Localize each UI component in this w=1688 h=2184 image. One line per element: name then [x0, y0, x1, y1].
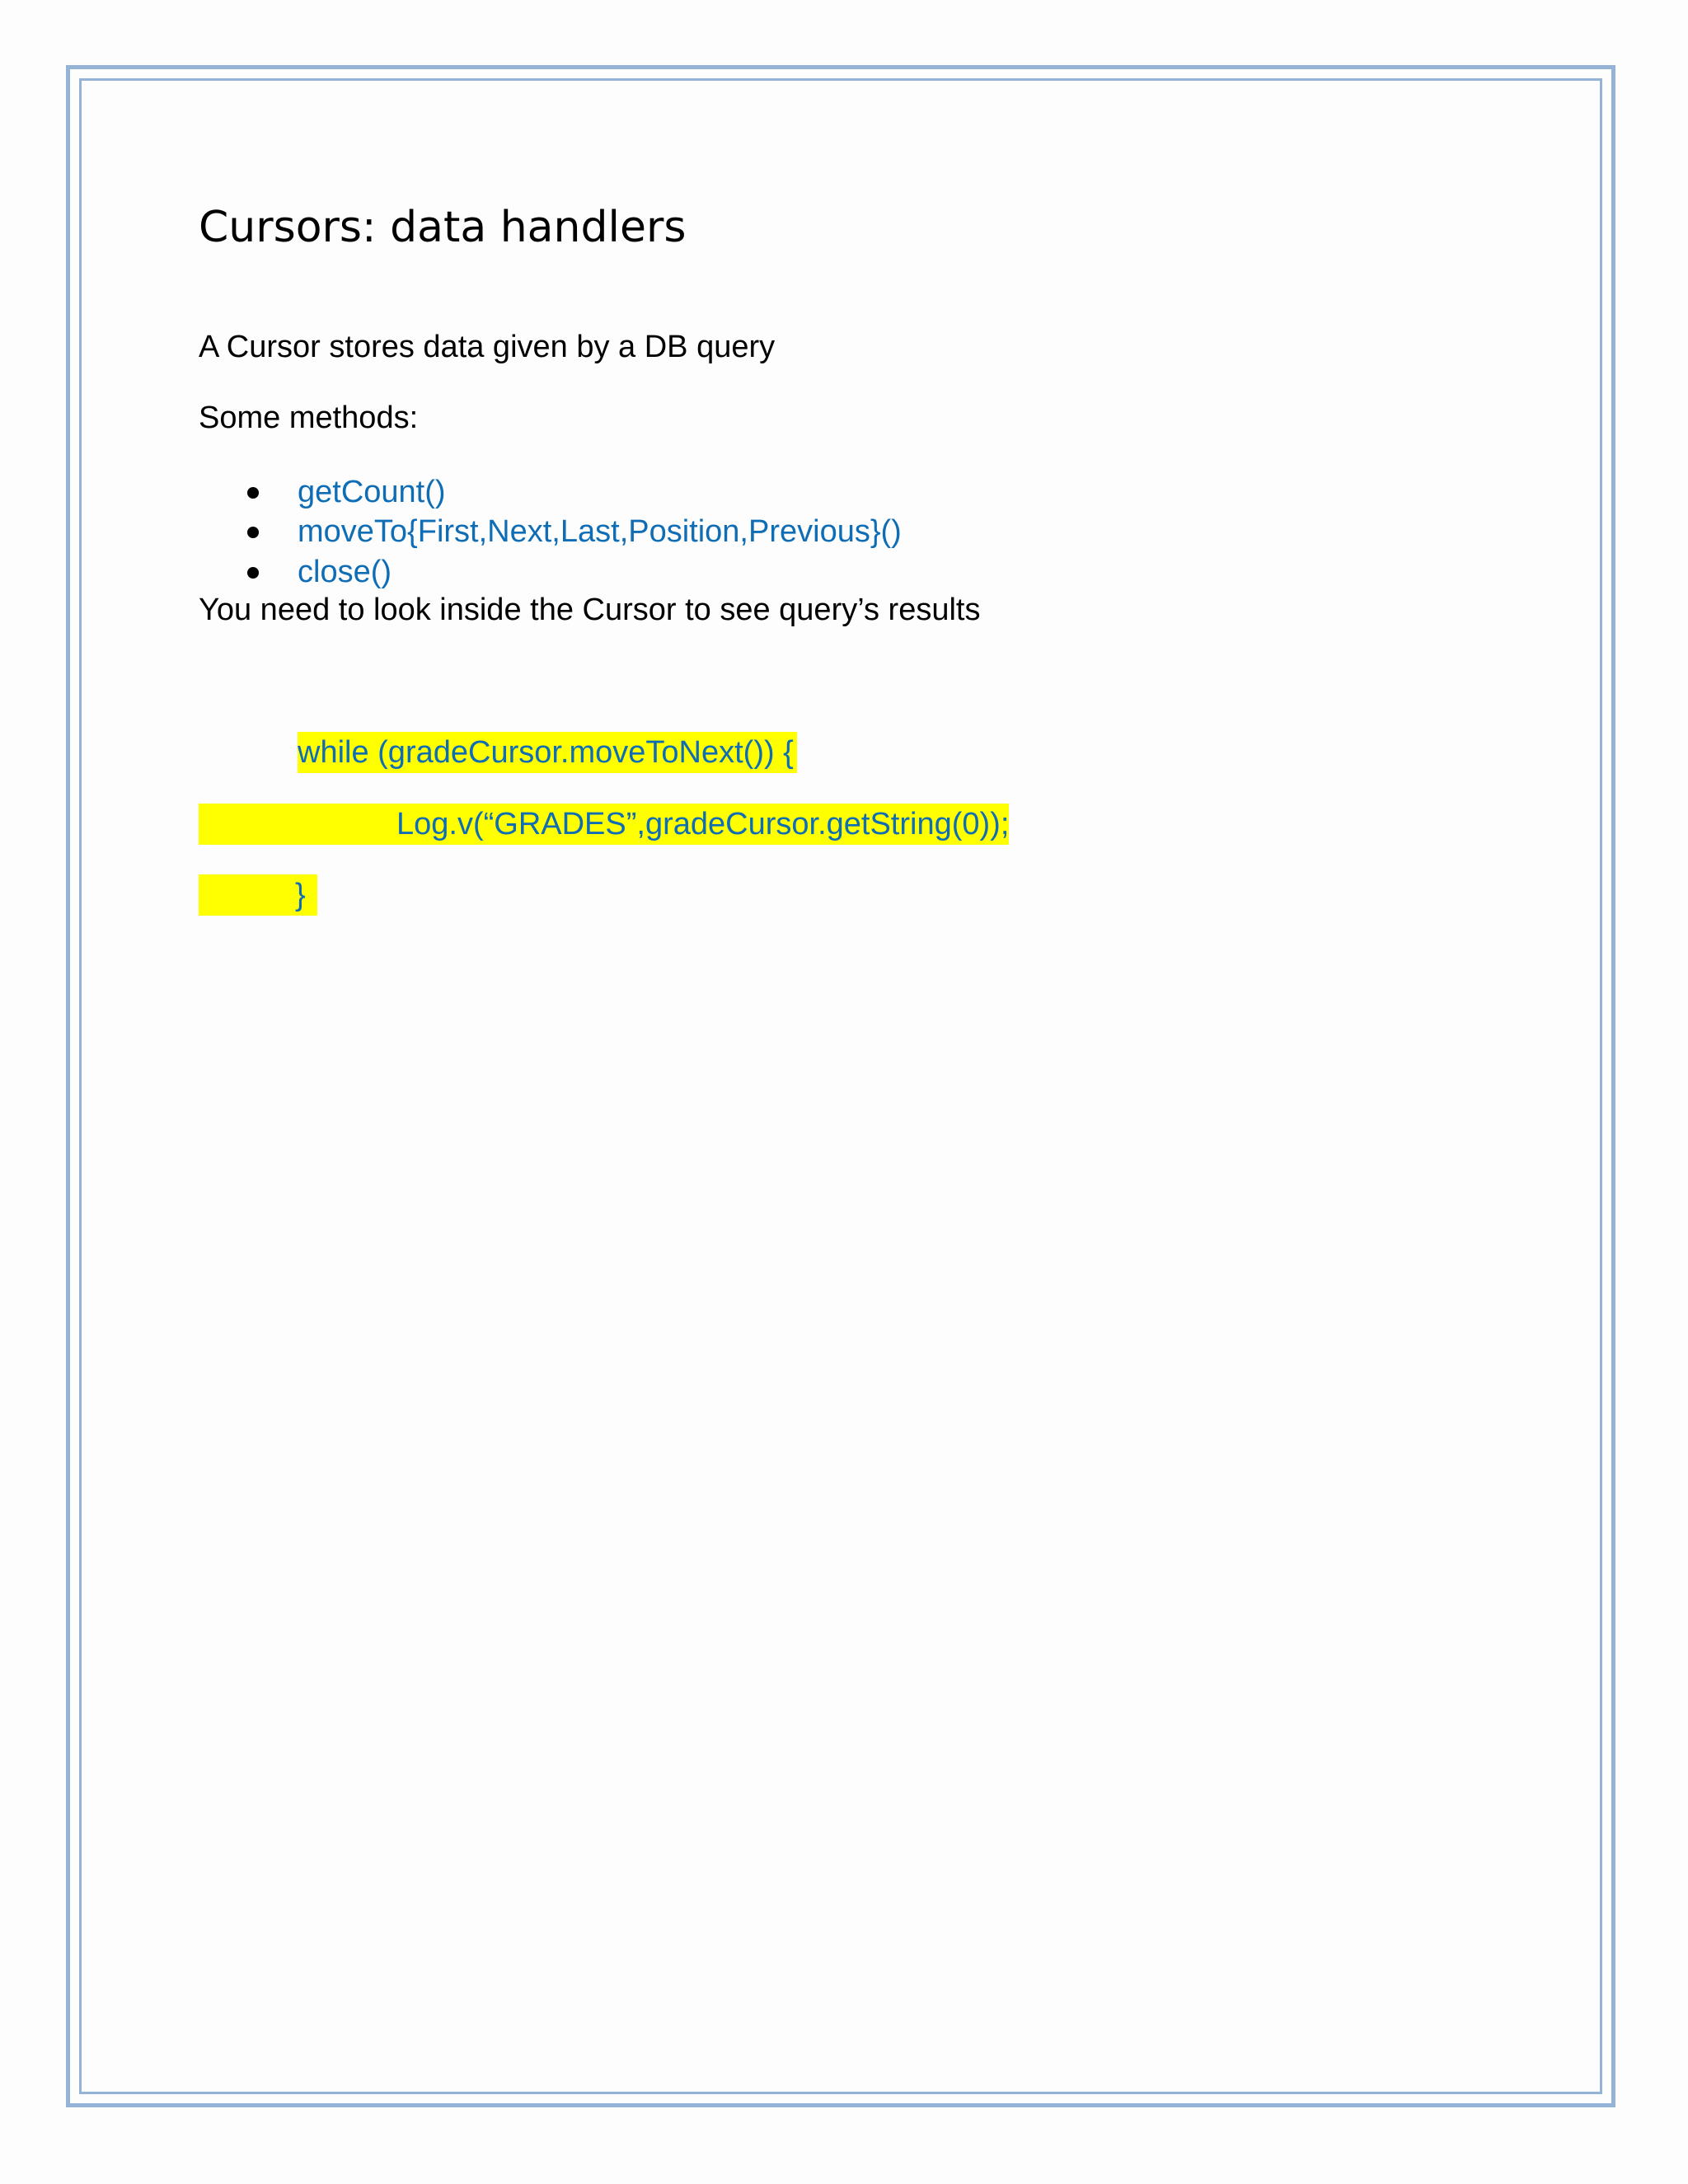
- bullet-icon: [247, 527, 259, 538]
- page-title: Cursors: data handlers: [199, 203, 687, 252]
- code-line-log: Log.v(“GRADES”,gradeCursor.getString(0));: [199, 804, 1009, 845]
- list-item: [0, 511, 989, 552]
- method-text: close(): [298, 555, 392, 589]
- note-text: You need to look inside the Cursor to see query’s results: [199, 593, 981, 627]
- methods-label: Some methods:: [199, 401, 419, 435]
- method-text: moveTo{First,Next,Last,Position,Previous}(): [298, 514, 902, 549]
- page-border-inner: [79, 78, 1602, 2094]
- bullet-icon: [247, 567, 259, 579]
- list-item: [0, 551, 989, 593]
- code-line-while: while (gradeCursor.moveToNext()) {: [298, 732, 797, 773]
- bullet-icon: [247, 487, 259, 499]
- method-text: getCount(): [298, 475, 446, 509]
- list-item: [0, 471, 989, 513]
- code-line-close-brace: }: [199, 874, 317, 916]
- intro-text: A Cursor stores data given by a DB query: [199, 330, 776, 364]
